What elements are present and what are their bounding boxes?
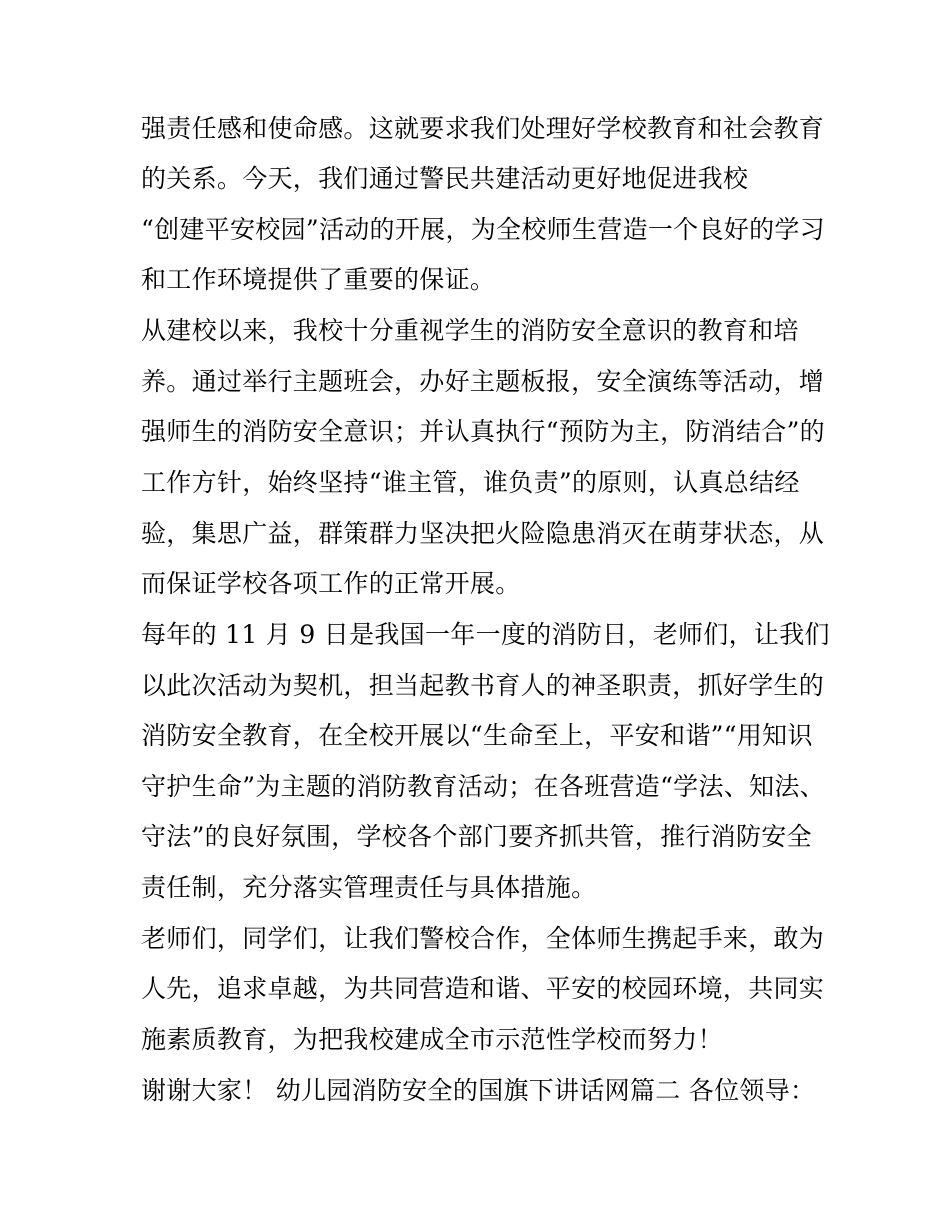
text-line: 强责任感和使命感。这就要求我们处理好学校教育和社会教育 xyxy=(141,114,825,143)
text-line: 而保证学校各项工作的正常开展。 xyxy=(141,569,521,598)
text-line: 施素质教育，为把我校建成全市示范性学校而努力！ xyxy=(141,1025,723,1054)
text-line: 老师们，同学们，让我们警校合作，全体师生携起手来，敢为 xyxy=(141,924,825,953)
text-line: 从建校以来，我校十分重视学生的消防安全意识的教育和培 xyxy=(141,316,799,345)
text-line: 守护生命”为主题的消防教育活动；在各班营造“学法、知法、 xyxy=(141,772,825,801)
text-line: 人先，追求卓越，为共同营造和谐、平安的校园环境，共同实 xyxy=(141,974,825,1003)
text-line: 以此次活动为契机，担当起教书育人的神圣职责，抓好学生的 xyxy=(141,671,825,700)
text-line: 消防安全教育，在全校开展以“生命至上，平安和谐”“用知识 xyxy=(141,721,813,750)
text-line: 强师生的消防安全意识；并认真执行“预防为主，防消结合”的 xyxy=(141,417,825,446)
text-line: 守法”的良好氛围，学校各个部门要齐抓共管，推行消防安全 xyxy=(141,822,812,851)
text-line: 的关系。今天，我们通过警民共建活动更好地促进我校 xyxy=(141,164,749,193)
text-line: 工作方针，始终坚持“谁主管，谁负责”的原则，认真总结经 xyxy=(141,468,800,497)
text-line: 每年的 11 月 9 日是我国一年一度的消防日，老师们，让我们 xyxy=(141,620,830,649)
text-line: “创建平安校园”活动的开展，为全校师生营造一个良好的学习 xyxy=(141,215,825,244)
text-line: 责任制，充分落实管理责任与具体措施。 xyxy=(141,873,597,902)
text-line: 谢谢大家！ 幼儿园消防安全的国旗下讲话网篇二 各位领导： xyxy=(141,1076,816,1105)
text-line: 养。通过举行主题班会，办好主题板报，安全演练等活动，增 xyxy=(141,367,825,396)
text-line: 验，集思广益，群策群力坚决把火险隐患消灭在萌芽状态，从 xyxy=(141,519,825,548)
text-line: 和工作环境提供了重要的保证。 xyxy=(141,265,496,294)
